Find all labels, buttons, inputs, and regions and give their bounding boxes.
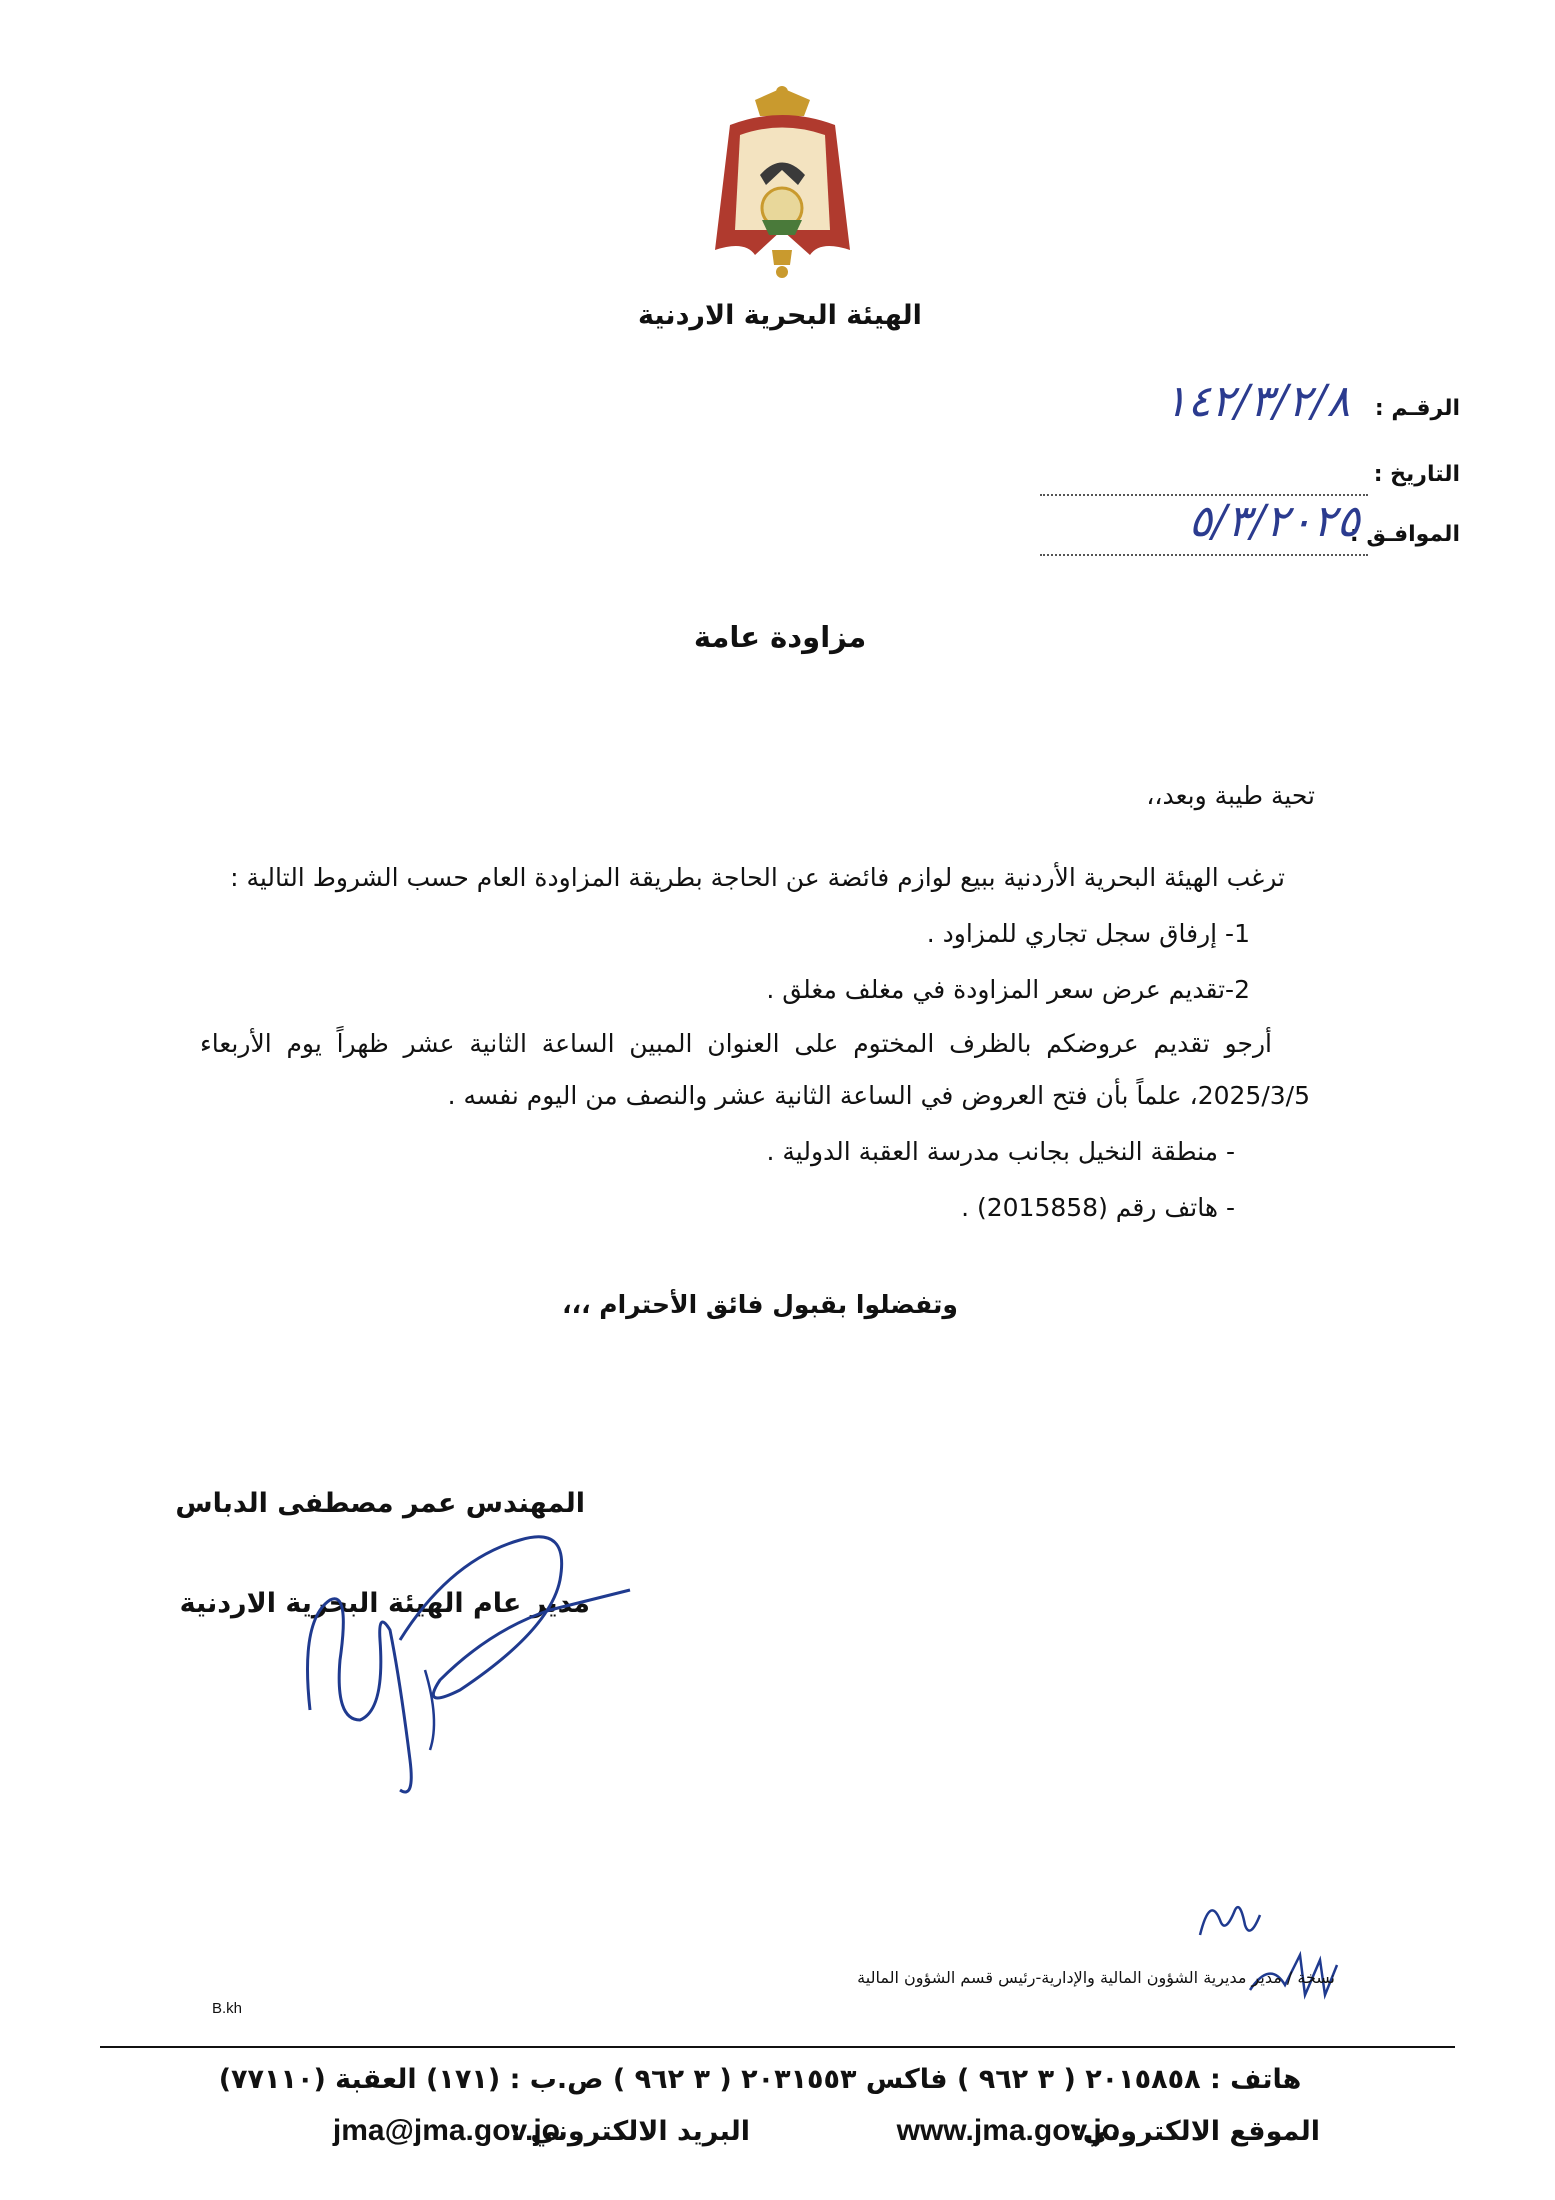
greeting: تحية طيبة وبعد،، (1146, 781, 1315, 810)
agreed-date-row (980, 496, 1460, 566)
agreed-date-handwritten: ٥/٣/٢٠٢٥ (1188, 496, 1360, 547)
agreed-date-dotted-line (1040, 554, 1368, 556)
initials-mark (1190, 1890, 1270, 1950)
address-line: - هاتف رقم (2015858) . (961, 1193, 1235, 1222)
agreed-date-label: الموافـق : (1349, 522, 1460, 547)
organization-name: الهيئة البحرية الاردنية (638, 300, 922, 331)
reference-code: B.kh (212, 2000, 243, 2017)
intro-paragraph: ترغب الهيئة البحرية الأردنية ببيع لوازم فائضة عن الحاجة بطريقة المزاودة العام حسب الشروط التالية : (230, 863, 1285, 892)
handwritten-signature (290, 1520, 650, 1820)
submission-paragraph-line1: أرجو تقديم عروضكم بالظرف المختوم على العنوان المبين الساعة الثانية عشر ظهراً يوم الأربعاء (200, 1029, 1272, 1058)
copy-distribution-note: نسخة / مدير مديرية الشؤون المالية والإدارية-رئيس قسم الشؤون المالية (857, 1968, 1335, 1987)
signatory-name: المهندس عمر مصطفى الدباس (175, 1488, 585, 1519)
date-label: التاريخ : (1373, 462, 1460, 487)
closing-line: وتفضلوا بقبول فائق الأحترام ،،، (562, 1290, 958, 1319)
document-title: مزاودة عامة (693, 620, 867, 654)
footer-divider (100, 2046, 1455, 2048)
website-link[interactable]: www.jma.gov.jo (896, 2114, 1120, 2147)
condition-item: 1- إرفاق سجل تجاري للمزاود . (926, 919, 1250, 948)
submission-paragraph-line2: 2025/3/5، علماً بأن فتح العروض في الساعة الثانية عشر والنصف من اليوم نفسه . (447, 1081, 1310, 1110)
coat-of-arms-emblem (700, 80, 865, 290)
footer-contact-line: هاتف : ٢٠١٥٨٥٨ ( ٣ ٩٦٢ ) فاكس ٢٠٣١٥٥٣ ( ٣ ٩٦٢ ) ص.ب : (١٧١) العقبة (٧٧١١٠) (218, 2064, 1302, 2095)
reference-number-row (980, 376, 1460, 440)
condition-item: 2-تقديم عرض سعر المزاودة في مغلف مغلق . (766, 975, 1250, 1004)
footer-web-row (200, 2116, 1320, 2156)
email-link[interactable]: jma@jma.gov.jo (332, 2114, 560, 2147)
website-label: الموقع الالكتروني: (1072, 2116, 1320, 2147)
email-label: البريد الالكتروني : (510, 2116, 750, 2147)
reference-number-label: الرقـم : (1374, 396, 1460, 421)
signatory-title: مدير عام الهيئة البحرية الاردنية (179, 1588, 590, 1619)
address-line: - منطقة النخيل بجانب مدرسة العقبة الدولية . (766, 1137, 1235, 1166)
reference-number-handwritten: ١٤٢/٣/٢/٨ (1163, 376, 1350, 427)
